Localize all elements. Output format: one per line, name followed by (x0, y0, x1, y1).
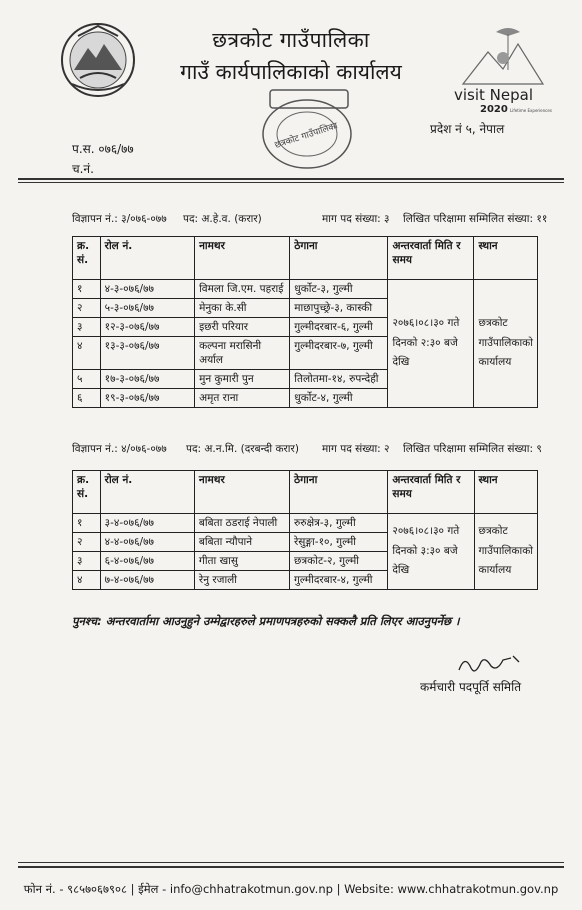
cell-name: इछरी परियार (195, 318, 290, 337)
cell-sn: ३ (73, 318, 101, 337)
cell-name: विमला जि.एम. पहराई (195, 280, 290, 299)
col-header-datetime: अन्तरवार्ता मिति र समय (388, 471, 474, 514)
col-header-place: स्थान (474, 237, 538, 280)
ad1-post: पद: अ.हे.व. (करार) (183, 213, 262, 225)
header-divider (18, 178, 564, 180)
cell-name: मेनुका के.सी (195, 299, 290, 318)
handwritten-signature (455, 652, 525, 676)
col-header-place: स्थान (474, 471, 538, 514)
cell-sn: १ (73, 514, 101, 533)
postscript-note: पुनश्च: अन्तरवार्तामा आउनुहुने उम्मेद्वारहरुले प्रमाणपत्रहरुको सक्कलै प्रति लिएर आउनुपर्नेछ । (72, 614, 460, 628)
ad2-table (72, 470, 538, 590)
cell-roll: १२-३-०७६/७७ (100, 318, 194, 337)
cell-address: गुल्मीदरबार-६, गुल्मी (290, 318, 388, 337)
col-header-address: ठेगाना (290, 237, 388, 280)
cell-sn: १ (73, 280, 101, 299)
cell-name: कल्पना मरासिनी अर्याल (195, 337, 290, 370)
ad2-demand: माग पद संख्या: २ (322, 443, 390, 455)
cell-sn: ६ (73, 389, 101, 408)
cell-roll: ६-४-०७६/७७ (100, 552, 194, 571)
cell-sn: ३ (73, 552, 101, 571)
ad2-header-row (73, 471, 538, 514)
ad1-info-line (72, 212, 552, 226)
cell-address: गुल्मीदरबार-७, गुल्मी (290, 337, 388, 370)
col-header-address: ठेगाना (290, 471, 388, 514)
ad1-interview-datetime: २०७६।०८।३० गते दिनको २:३० बजे देखि (388, 280, 474, 408)
col-header-name: नामथर (194, 471, 289, 514)
visit-year: 2020 (480, 104, 508, 114)
col-header-roll: रोल नं. (100, 237, 194, 280)
ad1-table (72, 236, 538, 408)
municipality-title: छत्रकोट गाउँपालिका (212, 28, 370, 52)
cell-roll: १९-३-०७६/७७ (100, 389, 194, 408)
ad2-interview-place: छत्रकोट गाउँपालिकाको कार्यालय (474, 514, 538, 590)
cell-sn: ४ (73, 337, 101, 370)
cell-roll: ४-४-०७६/७७ (100, 533, 194, 552)
cell-name: बबिता न्यौपाने (194, 533, 289, 552)
table-row (73, 280, 538, 299)
cell-roll: ४-३-०७६/७७ (100, 280, 194, 299)
signatory-committee: कर्मचारी पदपूर्ति समिति (420, 680, 522, 694)
ad1-number: विज्ञापन नं.: ३/०७६-०७७ (72, 213, 167, 225)
province-label: प्रदेश नं ५, नेपाल (430, 122, 505, 136)
ad2-written: लिखित परिक्षामा सम्मिलित संख्या: ९ (403, 443, 542, 455)
office-title: गाउँ कार्यपालिकाको कार्यालय (180, 60, 402, 84)
ad1-interview-place: छत्रकोट गाउँपालिकाको कार्यालय (474, 280, 538, 408)
cell-roll: १७-३-०७६/७७ (100, 370, 194, 389)
col-header-roll: रोल नं. (100, 471, 194, 514)
cell-sn: ५ (73, 370, 101, 389)
cell-address: माछापुच्छ्रे-३, कास्की (290, 299, 388, 318)
cell-name: अमृत राना (195, 389, 290, 408)
cell-roll: ७-४-०७६/७७ (100, 571, 194, 590)
cell-address: छत्रकोट-२, गुल्मी (290, 552, 388, 571)
table-row (73, 514, 538, 533)
ref-cn: च.नं. (72, 162, 94, 176)
footer-divider (18, 866, 564, 868)
ad2-post: पद: अ.न.मि. (दरबन्दी करार) (186, 443, 299, 455)
footer-divider-thin (18, 862, 564, 863)
cell-roll: ५-३-०७६/७७ (100, 299, 194, 318)
cell-sn: २ (73, 299, 101, 318)
cell-roll: ३-४-०७६/७७ (100, 514, 194, 533)
seal-text: छत्रकोट गाउँपालिका (273, 121, 340, 151)
header-divider-thin (18, 182, 564, 183)
col-header-datetime: अन्तरवार्ता मिति र समय (388, 237, 474, 280)
visit-tagline: Lifetime Experiences (510, 108, 552, 113)
ad1-demand: माग पद संख्या: ३ (322, 213, 390, 225)
cell-sn: २ (73, 533, 101, 552)
cell-address: रुरुक्षेत्र-३, गुल्मी (290, 514, 388, 533)
cell-name: बबिता ठडराई नेपाली (194, 514, 289, 533)
contact-footer: फोन नं. - ९८५७०६७९०८ | ईमेल - info@chhatrakotmun.gov.np | Website: www.chhatrakotmun.gov.np (23, 882, 559, 896)
cell-address: गुल्मीदरबार-४, गुल्मी (290, 571, 388, 590)
ad1-written: लिखित परिक्षामा सम्मिलित संख्या: ११ (403, 213, 548, 225)
cell-address: धुर्कोट-४, गुल्मी (290, 389, 388, 408)
cell-address: धुर्कोट-३, गुल्मी (290, 280, 388, 299)
cell-address: तिलोतमा-१४, रुपन्देही (290, 370, 388, 389)
cell-name: गीता खासु (194, 552, 289, 571)
col-header-sn: क्र. सं. (73, 471, 101, 514)
ad2-number: विज्ञापन नं.: ४/०७६-०७७ (72, 443, 167, 455)
cell-name: मुन कुमारी पुन (195, 370, 290, 389)
ref-ps: प.स. ०७६/७७ (72, 142, 134, 156)
cell-name: रेनु रजाली (194, 571, 289, 590)
cell-roll: १३-३-०७६/७७ (100, 337, 194, 370)
ad1-header-row (73, 237, 538, 280)
cell-address: रेसुङ्गा-१०, गुल्मी (290, 533, 388, 552)
ad2-info-line (72, 442, 552, 456)
cell-sn: ४ (73, 571, 101, 590)
ad2-interview-datetime: २०७६।०८।३० गते दिनको ३:३० बजे देखि (388, 514, 474, 590)
visit-nepal-logo (448, 14, 558, 114)
office-seal-stamp (250, 88, 365, 176)
visit-nepal-text: visit Nepal (454, 86, 534, 104)
col-header-sn: क्र. सं. (73, 237, 101, 280)
col-header-name: नामथर (195, 237, 290, 280)
